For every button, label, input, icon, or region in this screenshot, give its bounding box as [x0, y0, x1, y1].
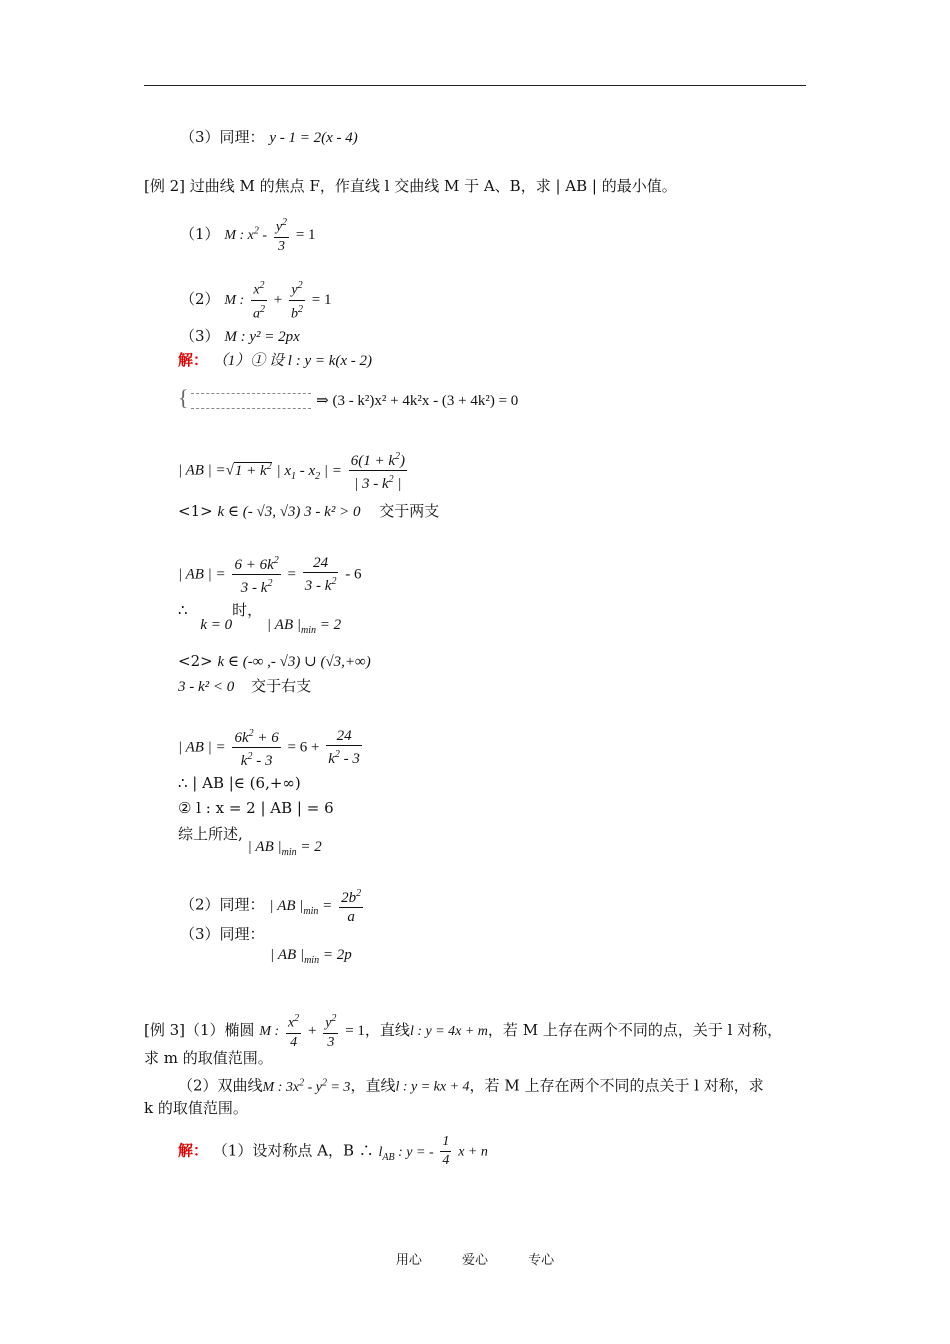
example-3-part-2: （2）双曲线M : $3x^2 - y^2 = 3$，直线l : y = kx + 4，若 M 上存在两个不同的点关于 l 对称，求 [178, 1076, 764, 1095]
case-2 [178, 651, 371, 672]
label: （2）双曲线 [178, 1076, 263, 1095]
example-3-part-1: [例 3]（1）椭圆 M : $\frac{x^2}{4}$ + $\frac{y^2}{3}$ = 1，直线l : y = 4x + m，若 M 上存在两个不同的点，关于 l 对称， [144, 1010, 782, 1052]
label: （2）同理： [180, 895, 265, 914]
case-2-range: ∴ | AB |∈ (6,+∞) [178, 774, 301, 792]
case-1 [178, 501, 439, 522]
case-2-length: | AB | = $\frac{6k^2 + 6}{k^2 - 3}$ = 6 + $\frac{24}{k^2 - 3}$ [178, 725, 364, 770]
case-vertical-line: ② l : x = 2 | AB | = 6 [178, 799, 334, 817]
label: （2） [180, 290, 220, 309]
label: [例 3]（1）椭圆 [144, 1020, 255, 1039]
footer-item: 用心 [395, 1253, 422, 1268]
example-2-case-1: （1） M : $x^2$ - $\frac{y^2}{3}$ = 1 [180, 214, 316, 256]
case-1-length: | AB | = $\frac{6 + 6k^2}{3 - k^2}$ = $\frac{24}{3 - k^2}$ - 6 [178, 552, 361, 597]
example-3-part-2-question: k 的取值范围。 [144, 1099, 248, 1117]
formula: （1）① 设 l : y = k(x - 2) [212, 353, 373, 369]
system-equation [178, 385, 519, 411]
same-2: （2）同理： | AB $|_{min}$ = $\frac{2b^2}{a}$ [180, 885, 365, 926]
page-footer [0, 1249, 950, 1268]
footer-item: 专心 [528, 1253, 555, 1268]
formula: k ∈ (- √3, √3) 3 - k² > 0 [217, 504, 361, 520]
note: 交于两支 [379, 502, 440, 520]
label: （3）同理： [180, 925, 265, 943]
text: ，直线 [364, 1020, 410, 1039]
footer-item: 爱心 [461, 1253, 488, 1268]
solution-2: 解： （1）设对称点 A，B ∴ $l_{AB}$ : y = - $\frac{1}{4}$ x + n [178, 1134, 488, 1168]
label: （3） [180, 327, 220, 345]
formula: y - 1 = 2(x - 4) [269, 130, 358, 146]
label: （1） [180, 224, 220, 243]
label: 时， [232, 601, 263, 619]
line-same-3 [180, 127, 358, 148]
example-2-case-2: （2） M : $\frac{x^2}{a^2}$ + $\frac{y^2}{b^2}$ = 1 [180, 277, 331, 323]
solution-label: 解： [178, 351, 209, 369]
same-3: （3）同理： | AB $|_{min} = 2p$ [180, 925, 352, 966]
formula: ⇒ (3 - k²)x² + 4k²x - (3 + 4k²) = 0 [316, 393, 519, 409]
chord-length-formula: | AB | $=√1 + k^2$ | $x_1 - x_2$ | = $\frac{6(1 + k^2)}{| 3 - k^2 |}$ [178, 448, 409, 493]
example-2-statement: [例 2] 过曲线 M 的焦点 F，作直线 l 交曲线 M 于 A、B，求 | AB | 的最小值。 [144, 177, 677, 195]
formula: 3 - k² < 0 [178, 679, 235, 695]
therefore-icon: ∴ [178, 601, 188, 619]
summary: 综上所述, | AB $|_{min} = 2$ [178, 825, 322, 858]
text: ，直线 [350, 1076, 396, 1095]
example-3-part-1-question: 求 m 的取值范围。 [144, 1049, 273, 1067]
label: <1> [178, 502, 213, 520]
header-rule [144, 85, 806, 86]
label: （3）同理： [180, 128, 265, 146]
text: ，若 M 上存在两个不同的点，关于 l 对称， [487, 1020, 783, 1039]
system-rows [191, 393, 311, 409]
system-brace-icon: { [178, 385, 187, 410]
label: <2> [178, 652, 213, 670]
case-1-min: ∴ k = 0时， | AB $|_{min} = 2$ [178, 601, 342, 636]
text: ，若 M 上存在两个不同的点关于 l 对称，求 [469, 1076, 764, 1095]
label: 综上所述, [178, 825, 243, 843]
text: （1）设对称点 A，B ∴ [212, 1141, 374, 1160]
example-2-case-3 [180, 326, 300, 347]
case-2-condition [178, 676, 311, 697]
solution-1 [178, 350, 372, 371]
formula: k ∈ (-∞ ,- √3) ∪ (√3,+∞) [217, 654, 371, 670]
note: 交于右支 [251, 677, 312, 695]
solution-label: 解： [178, 1141, 209, 1160]
formula: M : y² = 2px [224, 329, 300, 345]
